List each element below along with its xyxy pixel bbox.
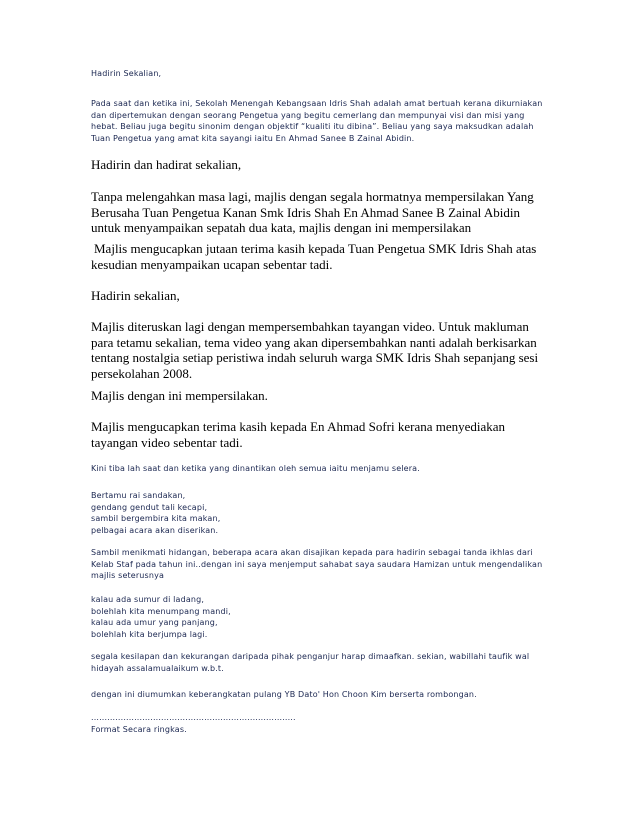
pantun-2-line: kalau ada sumur di ladang, <box>91 595 205 604</box>
pantun-1 <box>91 490 551 536</box>
dotted-separator: ............................................................................ <box>91 713 296 722</box>
pantun-1-line: gendang gendut tali kecapi, <box>91 502 208 512</box>
closing-paragraph: segala kesilapan dan kekurangan daripada pihak penganjur harap dimaafkan. sekian, wabillahi taufik wal hidayah assalamualaikum w.b.t. <box>91 652 530 673</box>
program-paragraph: Sambil menikmati hidangan, beberapa acara akan disajikan kepada para hadirin sebagai tanda ikhlas dari Kelab Staf pada tahun ini..dengan ini saya menjemput sahabat saya saudara Hamizan untuk mengendalikan majlis seterusnya <box>91 548 543 580</box>
thanks-principal-paragraph: Majlis mengucapkan jutaan terima kasih kepada Tuan Pengetua SMK Idris Shah atas kesudian menyampaikan ucapan sebentar tadi. <box>91 241 537 272</box>
invite-line: Majlis dengan ini mempersilakan. <box>91 388 268 403</box>
greeting-3: Hadirin sekalian, <box>91 288 180 303</box>
pantun-2-line: bolehlah kita menumpang mandi, <box>91 606 231 616</box>
pantun-2 <box>91 594 551 640</box>
video-paragraph: Majlis diteruskan lagi dengan mempersembahkan tayangan video. Untuk makluman para tetamu sekalian, tema video yang akan dipersembahkan nanti adalah berkisarkan tentang nostalgia setiap peristiwa indah seluruh warga SMK Idris Shah sepanjang sesi persekolahan 2008. <box>91 319 539 381</box>
departure-announcement: dengan ini diumumkan keberangkatan pulang YB Dato' Hon Choon Kim berserta rombongan. <box>91 690 477 699</box>
thanks-video-paragraph: Majlis mengucapkan terima kasih kepada En Ahmad Sofri kerana menyediakan tayangan video sebentar tadi. <box>91 419 506 450</box>
pantun-2-line: bolehlah kita berjumpa lagi. <box>91 629 208 639</box>
intro-paragraph: Pada saat dan ketika ini, Sekolah Menengah Kebangsaan Idris Shah adalah amat bertuah kerana dikurniakan dan dipertemukan dengan seorang Pengetua yang begitu cemerlang dan mempunyai visi dan misi yang hebat. Beliau juga begitu sinonim dengan objektif “kualiti itu dibina”. Beliau yang saya maksudkan adalah Tuan Pengetua yang amat kita sayangi iaitu En Ahmad Sanee B Zainal Abidin. <box>91 99 543 143</box>
pantun-2-line: kalau ada umur yang panjang, <box>91 618 218 627</box>
greeting-2: Hadirin dan hadirat sekalian, <box>91 157 242 172</box>
invitation-paragraph: Tanpa melengahkan masa lagi, majlis dengan segala hormatnya mempersilakan Yang Berusaha Tuan Pengetua Kanan Smk Idris Shah En Ahmad Sanee B Zainal Abidin untuk menyampaikan sepatah dua kata, majlis dengan ini mempersilakan <box>91 189 534 235</box>
meal-announcement: Kini tiba lah saat dan ketika yang dinantikan oleh semua iaitu menjamu selera. <box>91 464 420 473</box>
format-label: Format Secara ringkas. <box>91 725 187 734</box>
pantun-1-line: Bertamu rai sandakan, <box>91 491 186 500</box>
greeting-1: Hadirin Sekalian, <box>91 69 162 78</box>
pantun-1-line: pelbagai acara akan diserikan. <box>91 525 219 535</box>
pantun-1-line: sambil bergembira kita makan, <box>91 514 221 523</box>
